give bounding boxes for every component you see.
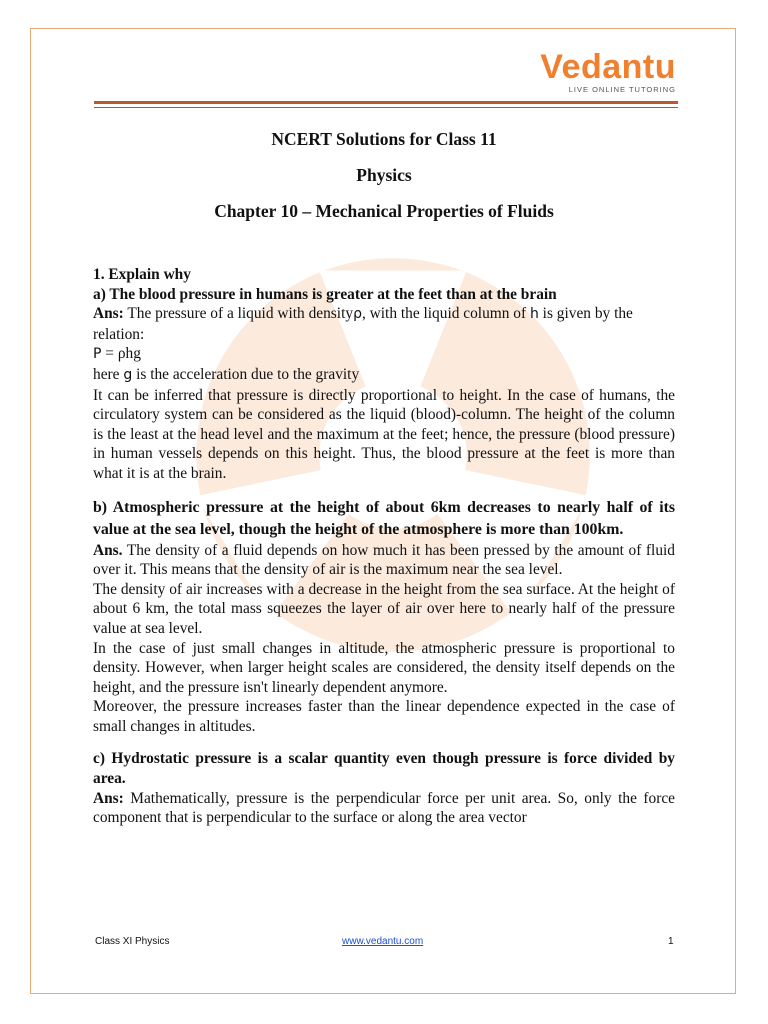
footer-website-link[interactable]: www.vedantu.com (342, 936, 424, 947)
answer-label: Ans. (93, 541, 123, 559)
subject-title: Physics (356, 165, 412, 185)
question-1-heading: 1. Explain why (93, 266, 191, 283)
footer-class-label: Class XI Physics (95, 936, 170, 947)
answer-text: is given by the relation: (93, 305, 633, 343)
answer-label: Ans: (93, 305, 124, 323)
answer-text: , with the liquid column of (361, 305, 530, 323)
gravity-text: here (93, 365, 124, 383)
h-symbol: h (529, 306, 539, 323)
header-rule (94, 101, 678, 104)
answer-label: Ans: (93, 789, 124, 807)
logo-wordmark: Vedantu (540, 48, 676, 86)
answer-1b-p2: The density of air increases with a decrease in the height from the sea surface. At the height of about 6 km, the total mass squeezes the layer of air over here to nearly half of the pressure value at sea level. (93, 580, 675, 637)
formula-rhs: ρhg (117, 345, 141, 363)
header-rule-thin (94, 107, 678, 108)
pressure-formula (93, 344, 675, 365)
answer-text: The pressure of a liquid with density (123, 305, 354, 323)
question-1c: c) Hydrostatic pressure is a scalar quantity even though pressure is force divided by area. (93, 750, 675, 788)
rho-symbol: ρ (353, 306, 362, 323)
answer-1b-p1 (93, 541, 675, 580)
vedantu-logo (540, 50, 676, 94)
page-number: 1 (668, 936, 674, 947)
gravity-note (93, 365, 675, 386)
chapter-title: Chapter 10 – Mechanical Properties of Fluids (214, 201, 554, 221)
gravity-text: is the acceleration due to the gravity (132, 365, 360, 383)
answer-1a-intro (93, 304, 675, 344)
logo-tagline: LIVE ONLINE TUTORING (568, 85, 676, 94)
answer-1c-p1 (93, 789, 675, 828)
title-block (0, 128, 768, 236)
answer-1b-p4: Moreover, the pressure increases faster than the linear dependence expected in the case of small changes in altitudes. (93, 698, 675, 735)
answer-1b-p3: In the case of just small changes in altitude, the atmospheric pressure is proportional to density. However, when larger height scales are considered, the density itself depends on the height, and the pressure isn't linearly dependent anymore. (93, 639, 675, 696)
question-1a: a) The blood pressure in humans is greater at the feet than at the brain (93, 285, 557, 303)
answer-text: Mathematically, pressure is the perpendicular force per unit area. So, only the force component that is perpendicular to the surface or along the area vector (93, 789, 675, 827)
question-1b: b) Atmospheric pressure at the height of about 6km decreases to nearly half of its value at the sea level, though the height of the atmosphere is more than 100km. (93, 498, 675, 538)
answer-text: The density of a fluid depends on how much it has been pressed by the amount of fluid over it. This means that the density of air is the maximum near the sea level. (93, 541, 675, 579)
answer-1a-paragraph: It can be inferred that pressure is directly proportional to height. In the case of humans, the circulatory system can be considered as the liquid (blood)-column. The height of the column is the least at the head level and the maximum at the feet; hence, the pressure (blood pressure) in human vessels depends on this height. Thus, the blood pressure at the feet is more than what it is at the brain. (93, 386, 675, 482)
formula-lhs: P (93, 346, 102, 363)
content-body (93, 265, 675, 828)
document-title: NCERT Solutions for Class 11 (271, 129, 497, 149)
formula-equals: = (101, 345, 118, 363)
g-symbol: g (123, 366, 133, 383)
